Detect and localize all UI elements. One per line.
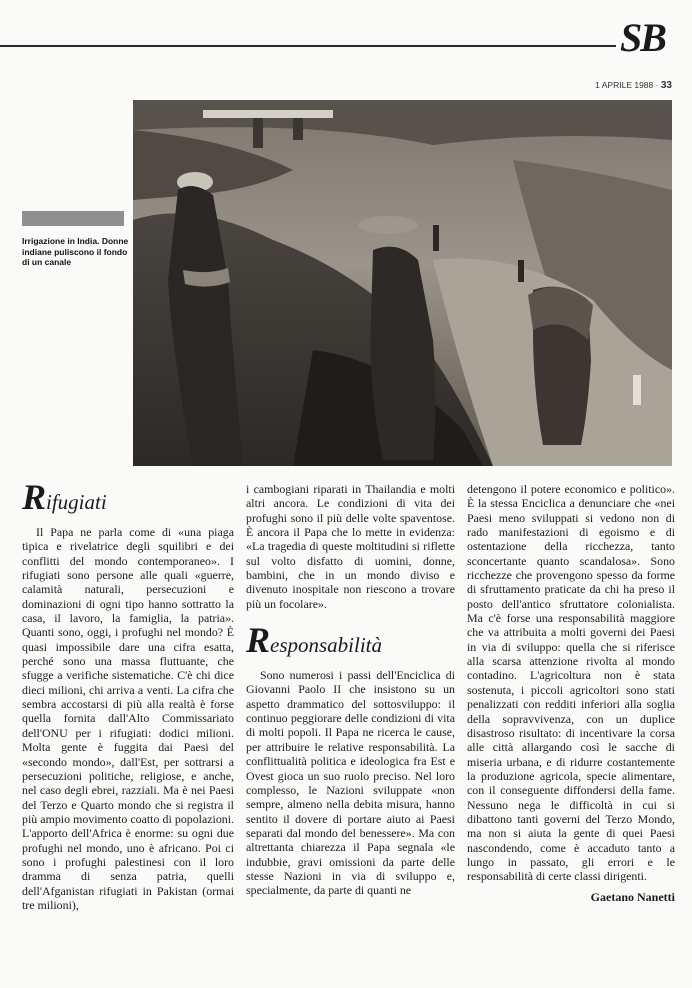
caption-bar: [22, 211, 124, 226]
author-signature: Gaetano Nanetti: [590, 889, 675, 904]
paragraph-rifugiati: Il Papa ne parla come di «una piaga tipica e rivelatrice degli squilibri e dei conflitti del mondo contemporaneo». I rifugiati sono persone alle quali «guerre, calamità naturali, persecuzioni e dominazioni di ogni tipo hanno sottratto la casa, il lavoro, la famiglia, la patria». Quanti sono, oggi, i profughi nel mondo? È quasi impossibile dare una cifra esatta, perché sono una massa fluttuante, che sfugge a verifiche sistematiche. C'è chi dice dieci milioni, chi arriva a venti. La cifra che sembra accostarsi di più alla realtà è forse quella fornita dall'Alto Commissariato dell'ONU per i rifugiati: dodici milioni. Molta gente è fuggita dai Paesi del «secondo mondo», dall'Est, per sottrarsi a persecuzioni politiche, religiose, e anche, nel caso degli ebrei, razziali. Ma è nei Paesi del Terzo e Quarto mondo che si registra il più ampio movimento coatto di popolazioni. L'apporto dell'Africa è enorme: su ogni due profughi nel mondo, uno è africano. Poi ci sono i profughi palestinesi con il loro dramma di senza patria, quelli dell'Afganistan rifugiati in Pakistan (ormai tre milioni),: [22, 525, 234, 912]
dateline: [595, 80, 672, 91]
paragraph-responsabilita: Sono numerosi i passi dell'Enciclica di Giovanni Paolo II che insistono su un aspetto drammatico del sottosviluppo: il continuo peggiorare delle condizioni di vita di molti popoli. Il Papa ne ricerca le cause, per attribuire le relative responsabilità. La conflittualità politica e ideologica fra Est e Ovest gioca un suo ruolo preciso. Nel loro complesso, le Nazioni sviluppate «non sempre, almeno nella debita misura, hanno sentito il dovere di portare aiuto ai Paesi separati dal mondo del benessere». Ma con altrettanta chiarezza il Papa segnala «le indubbie, gravi omissioni da parte delle stesse Nazioni in via di sviluppo e, specialmente, da parte di quanti ne: [246, 668, 455, 898]
caption-text: Donne indiane puliscono il fondo di un canale: [22, 236, 129, 267]
paragraph-continuation: i cambogiani riparati in Thailandia e molti altri ancora. Le condizioni di vita dei profughi sono il più delle volte spaventose. È ancora il Papa che lo mette in evidenza: «La tragedia di queste moltitudini si riflette sul volto disfatto di uomini, donne, bambini, che in un mondo diviso e divenuto inospitale non riescono a trovare più un focolare».: [246, 482, 455, 611]
heading-rest: esponsabilità: [270, 633, 383, 658]
main-photo: [133, 100, 672, 466]
heading-rest: ifugiati: [46, 490, 107, 514]
column-3: [467, 482, 675, 904]
date-separator: ·: [655, 80, 659, 90]
section-heading-rifugiati: [22, 477, 234, 517]
section-heading-responsabilita: [246, 620, 455, 661]
issue-date: 1 APRILE 1988: [595, 80, 654, 90]
photo-caption: [22, 236, 130, 268]
heading-initial: R: [246, 620, 271, 661]
column-1: [22, 477, 234, 912]
magazine-logo: SB: [620, 15, 665, 60]
header-rule: [0, 45, 616, 47]
photo-illustration: [133, 100, 672, 466]
paragraph-continuation: detengono il potere economico e politico». È la stessa Enciclica a denunciare che «nei Paesi meno sviluppati si vedono non di rado manifestazioni di egoismo e di ostentazione della ricchezza, tanto sconcertante quanto scandalosa». Sono ricchezze che provengono spesso da forme di sfruttamento praticate da chi ha preso il posto dell'antico sfruttatore colonialista. Ma c'è forse una responsabilità maggiore che va attribuita a molti governi dei Paesi in via di sviluppo: quella che si riferisce alla scarsa attenzione rivolta al mondo contadino. L'agricoltura non è stata sostenuta, i piccoli agricoltori sono stati penalizzati con redditi inferiori alla soglia della sopravvivenza, con un duplice disastroso risultato: di incentivare la corsa alle città allargando così le sacche di miseria urbana, e di ridurre costantemente la produzione agricola, specie alimentare, con il conseguente diffondersi della fame. Nessuno nega le difficoltà in cui si dibattono tanti governi del Terzo Mondo, ma non si aiuta la gente di quei Paesi nascondendo, come è accaduto tanto a lungo in passato, gli errori e le responsabilità di certe classi dirigenti.: [467, 482, 675, 884]
heading-initial: R: [22, 477, 47, 517]
page-number: 33: [660, 80, 672, 91]
caption-lead: Irrigazione in India.: [22, 236, 100, 246]
column-2: [246, 482, 455, 898]
